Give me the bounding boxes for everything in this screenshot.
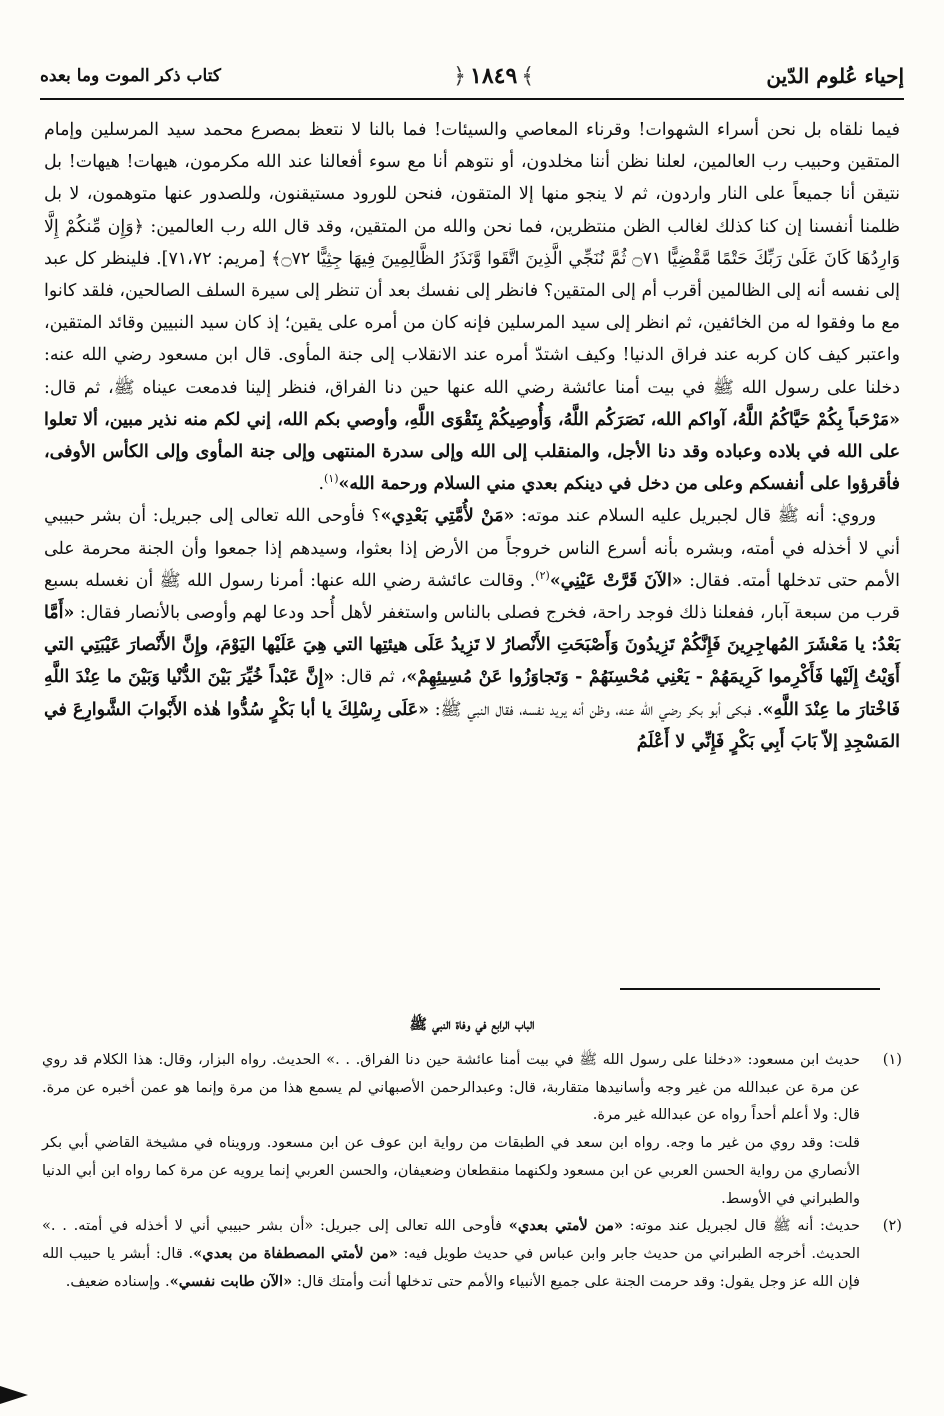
footnote-ref: (١) [324, 472, 339, 486]
text-run: ، ثم قال: [334, 667, 407, 688]
paragraph [44, 114, 900, 500]
footnote-continuation: قلت: وقد روي من غير ما وجه. رواه ابن سعد في الطبقات من رواية ابن عوف عن ابن مسعود. ورويناه في مشيخة القاضي أبي بكر الأنصاري من رواية الحسن العربي عن ابن مسعود ولكنهما منقطعان وضعيفان، والحسن العربي إنما يرويه عن مرة كما رواه ابن أبي الدنيا والطبراني في الأوسط. [42, 1134, 860, 1207]
hadith-quote: «أَمَّا بَعْدُ: يا مَعْشَرَ المُهاجِرِينَ فَإِنَّكُمْ تَزِيدُونَ وَأَصْبَحَتِ الأَنْصارُ لا تَزِيدُ عَلَى هيئتِها التي هِيَ عَلَيْها اليَوْمَ، وإِنَّ الأَنْصارَ عَيْبَتِي التي أَوَيْتُ إِلَيْها فَأَكْرِموا كَرِيمَهُمْ - يَعْنِي مُحْسِنَهُمْ - وَتَجاوَزُوا عَنْ مُسِيئِهِمْ» [44, 603, 900, 688]
text-run: فيما نلقاه بل نحن أسراء الشهوات! وقرناء المعاصي والسيئات! فما بالنا لا نتعظ بمصرع محمد سيد المرسلين وإمام المتقين وحبيب رب العالمين، لعلنا نظن أننا مخلدون، أو نتوهم أنا مع سوء أفعالنا عند الله مكرمون، هيهات! هيهات! بل نتيقن أنا جميعاً على النار واردون، ثم لا ينجو منها إلا المتقون، فنحن للورود مستيقنون، وللصدور عنها متوهمون، لا بل ظلمنا أنفسنا إن كنا كذلك لغالب الظن منتظرين، فما نحن والله من المتقين، وقد قال الله رب العالمين: [44, 120, 900, 237]
footnote [42, 1046, 902, 1129]
text-run: . وإسناده ضعيف. [65, 1272, 170, 1290]
hadith-quote: «من لأمتي المصطفاة من بعدي» [193, 1244, 398, 1262]
ornament-bracket-right: ﴾ [521, 64, 535, 89]
text-run: حديث: أنه ﷺ قال لجبريل عند موته: [623, 1217, 861, 1235]
footnote-number: (٢) [882, 1217, 902, 1235]
footnote-heading: الباب الرابع في وفاة النبي ﷺ [409, 1016, 535, 1033]
hadith-quote: «مَنْ لأُمَّتِي بَعْدِي» [380, 506, 515, 527]
paragraph [44, 500, 900, 758]
footnote [42, 1212, 902, 1295]
footnote-text [42, 1212, 860, 1295]
text-run: . وقالت عائشة رضي الله عنها: أمرنا رسول الله ﷺ أن نغسله بسبع قرب من سبعة آبار، ففعلنا ذلك فوجد راحة، فخرج فصلى بالناس واستغفر لأهل أُحد ودعا لهم وأوصى بالأنصار فقال: [44, 570, 900, 624]
hadith-quote: «إِنَّ عَبْداً خُيِّرَ بَيْنَ الدُّنْيا وَبَيْنَ ما عِنْدَ اللَّهِ فَاخْتارَ ما عِنْدَ اللَّهِ» [44, 667, 900, 720]
hadith-quote: «الآنَ قَرَّتْ عَيْنِي» [549, 570, 683, 591]
footnote-ref: (٢) [535, 569, 550, 583]
hadith-quote: «من لأمتي بعدي» [508, 1217, 624, 1235]
book-title: إحياء عُلوم الدّين [766, 64, 904, 88]
text-run: حديث ابن مسعود: «دخلنا على رسول الله ﷺ في بيت أمنا عائشة حين دنا الفراق. . .» الحديث. رواه البزار، وقال: هذا الكلام قد روي عن مرة عن عبدالله من غير وجه وأسانيدها متقاربة، قال: وعبدالرحمن الأصبهاني لم يسمع هذا من مرة وإنما هو عمن أخبره عن مرة. قال: ولا أعلم أحداً رواه عن عبدالله غير مرة. [42, 1051, 860, 1124]
text-run: . [318, 474, 324, 495]
corner-marker-icon [0, 1386, 28, 1404]
main-text [44, 114, 900, 758]
text-run: . قال: أبشر يا حبيب الله فإن الله عز وجل يقول: وقد حرمت الجنة على جميع الأنبياء والأمم حتى تدخلها أنت وأمتك قال: [42, 1244, 860, 1290]
page-number-box [449, 63, 538, 89]
page-number: ١٨٤٩ [470, 63, 518, 89]
hadith-quote: «عَلَى رِسْلِكَ يا أبا بَكْرٍ سُدُّوا هٰذه الأَبْوابَ الشَّوارِعَ في المَسْجِدِ إلاّ بَابَ أَبِي بَكْرٍ فَإِنِّي لا أَعْلَمُ [44, 699, 900, 752]
chapter-title: كتاب ذكر الموت وما بعده [40, 66, 221, 86]
text-run: «أن بشر حبيبي أني لا أخذله في أمته. . .» [42, 1217, 314, 1235]
footnote-text [42, 1046, 860, 1129]
footnote-number: (١) [882, 1051, 902, 1068]
text-run: الحديث. أخرجه الطبراني من حديث جابر وابن عباس في حديث طويل فيه: [397, 1244, 861, 1262]
text-run: فأوحى الله تعالى إلى جبريل: [313, 1217, 509, 1235]
footnote-separator [620, 988, 880, 990]
text-run: وروي: أنه ﷺ قال لجبريل عليه السلام عند موته: [514, 506, 876, 527]
page-header [40, 56, 904, 96]
footnotes [42, 1046, 902, 1295]
ornament-bracket-left: ﴿ [453, 64, 467, 89]
hadith-quote: «الآن طابت نفسي» [169, 1272, 293, 1290]
text-run: ﴿وَإِن مِّنكُمْ إِلَّا وَارِدُهَا كَانَ عَلَىٰ رَبِّكَ حَتْمًا مَّقْضِيًّا ۝٧١ ثُمَّ نُنَجِّي الَّذِينَ اتَّقَوا وَّنَذَرُ الظَّالِمِينَ فِيهَا جِثِيًّا ۝٧٢﴾ [44, 216, 901, 269]
hadith-quote: «مَرْحَباً بِكُمْ حَيَّاكُمُ اللَّهُ، آواكم الله، نَصَرَكُم اللَّهُ، وَأُوصِيكُمْ بِتَقْوَى اللَّهِ، وأوصي بكم الله، إني لكم منه نذير مبين، ألا تعلوا على الله في بلاده وعباده وقد دنا الأجل، والمنقلب إلى الله وإلى سدرة المنتهى وإلى جنة المأوى وإلى الكأس الأوفى، فأقرؤوا على أنفسكم وعلى من دخل في دينكم بعدي مني السلام ورحمة الله» [44, 409, 900, 495]
text-run: ؟ فأوحى الله تعالى إلى جبريل: أن بشر حبيبي أني لا أخذله في أمته، وبشره بأنه أسرع الناس خروجاً من الأرض إذا بعثوا، وسيدهم إذا جمعوا وأن الجنة محرمة على الأمم حتى تدخلها أمته. فقال: [44, 506, 900, 591]
text-run: [مريم: ٧١،٧٢]. فلينظر كل عبد إلى نفسه أنه إلى الظالمين أقرب أم إلى المتقين؟ فانظر إلى نفسك بعد أن تنظر إلى سيرة السلف الصالحين، فلقد كانوا مع ما وفقوا له من الخائفين، ثم انظر إلى سيد المرسلين فإنه كان من أمره على يقين؛ إذ كان سيد النبيين وقائد المتقين، واعتبر كيف كان كربه عند فراق الدنيا! وكيف اشتدّ أمره عند الانقلاب إلى جنة المأوى. قال ابن مسعود رضي الله عنه: دخلنا على رسول الله ﷺ في بيت أمنا عائشة رضي الله عنها حين دنا الفراق، فنظر إلينا فدمعت عيناه ﷺ، ثم قال: [44, 248, 900, 398]
text-run: . فبكى أبو بكر رضي الله عنه، وظن أنه يريد نفسه، فقال النبي ﷺ: [429, 699, 763, 720]
header-rule [40, 98, 904, 100]
